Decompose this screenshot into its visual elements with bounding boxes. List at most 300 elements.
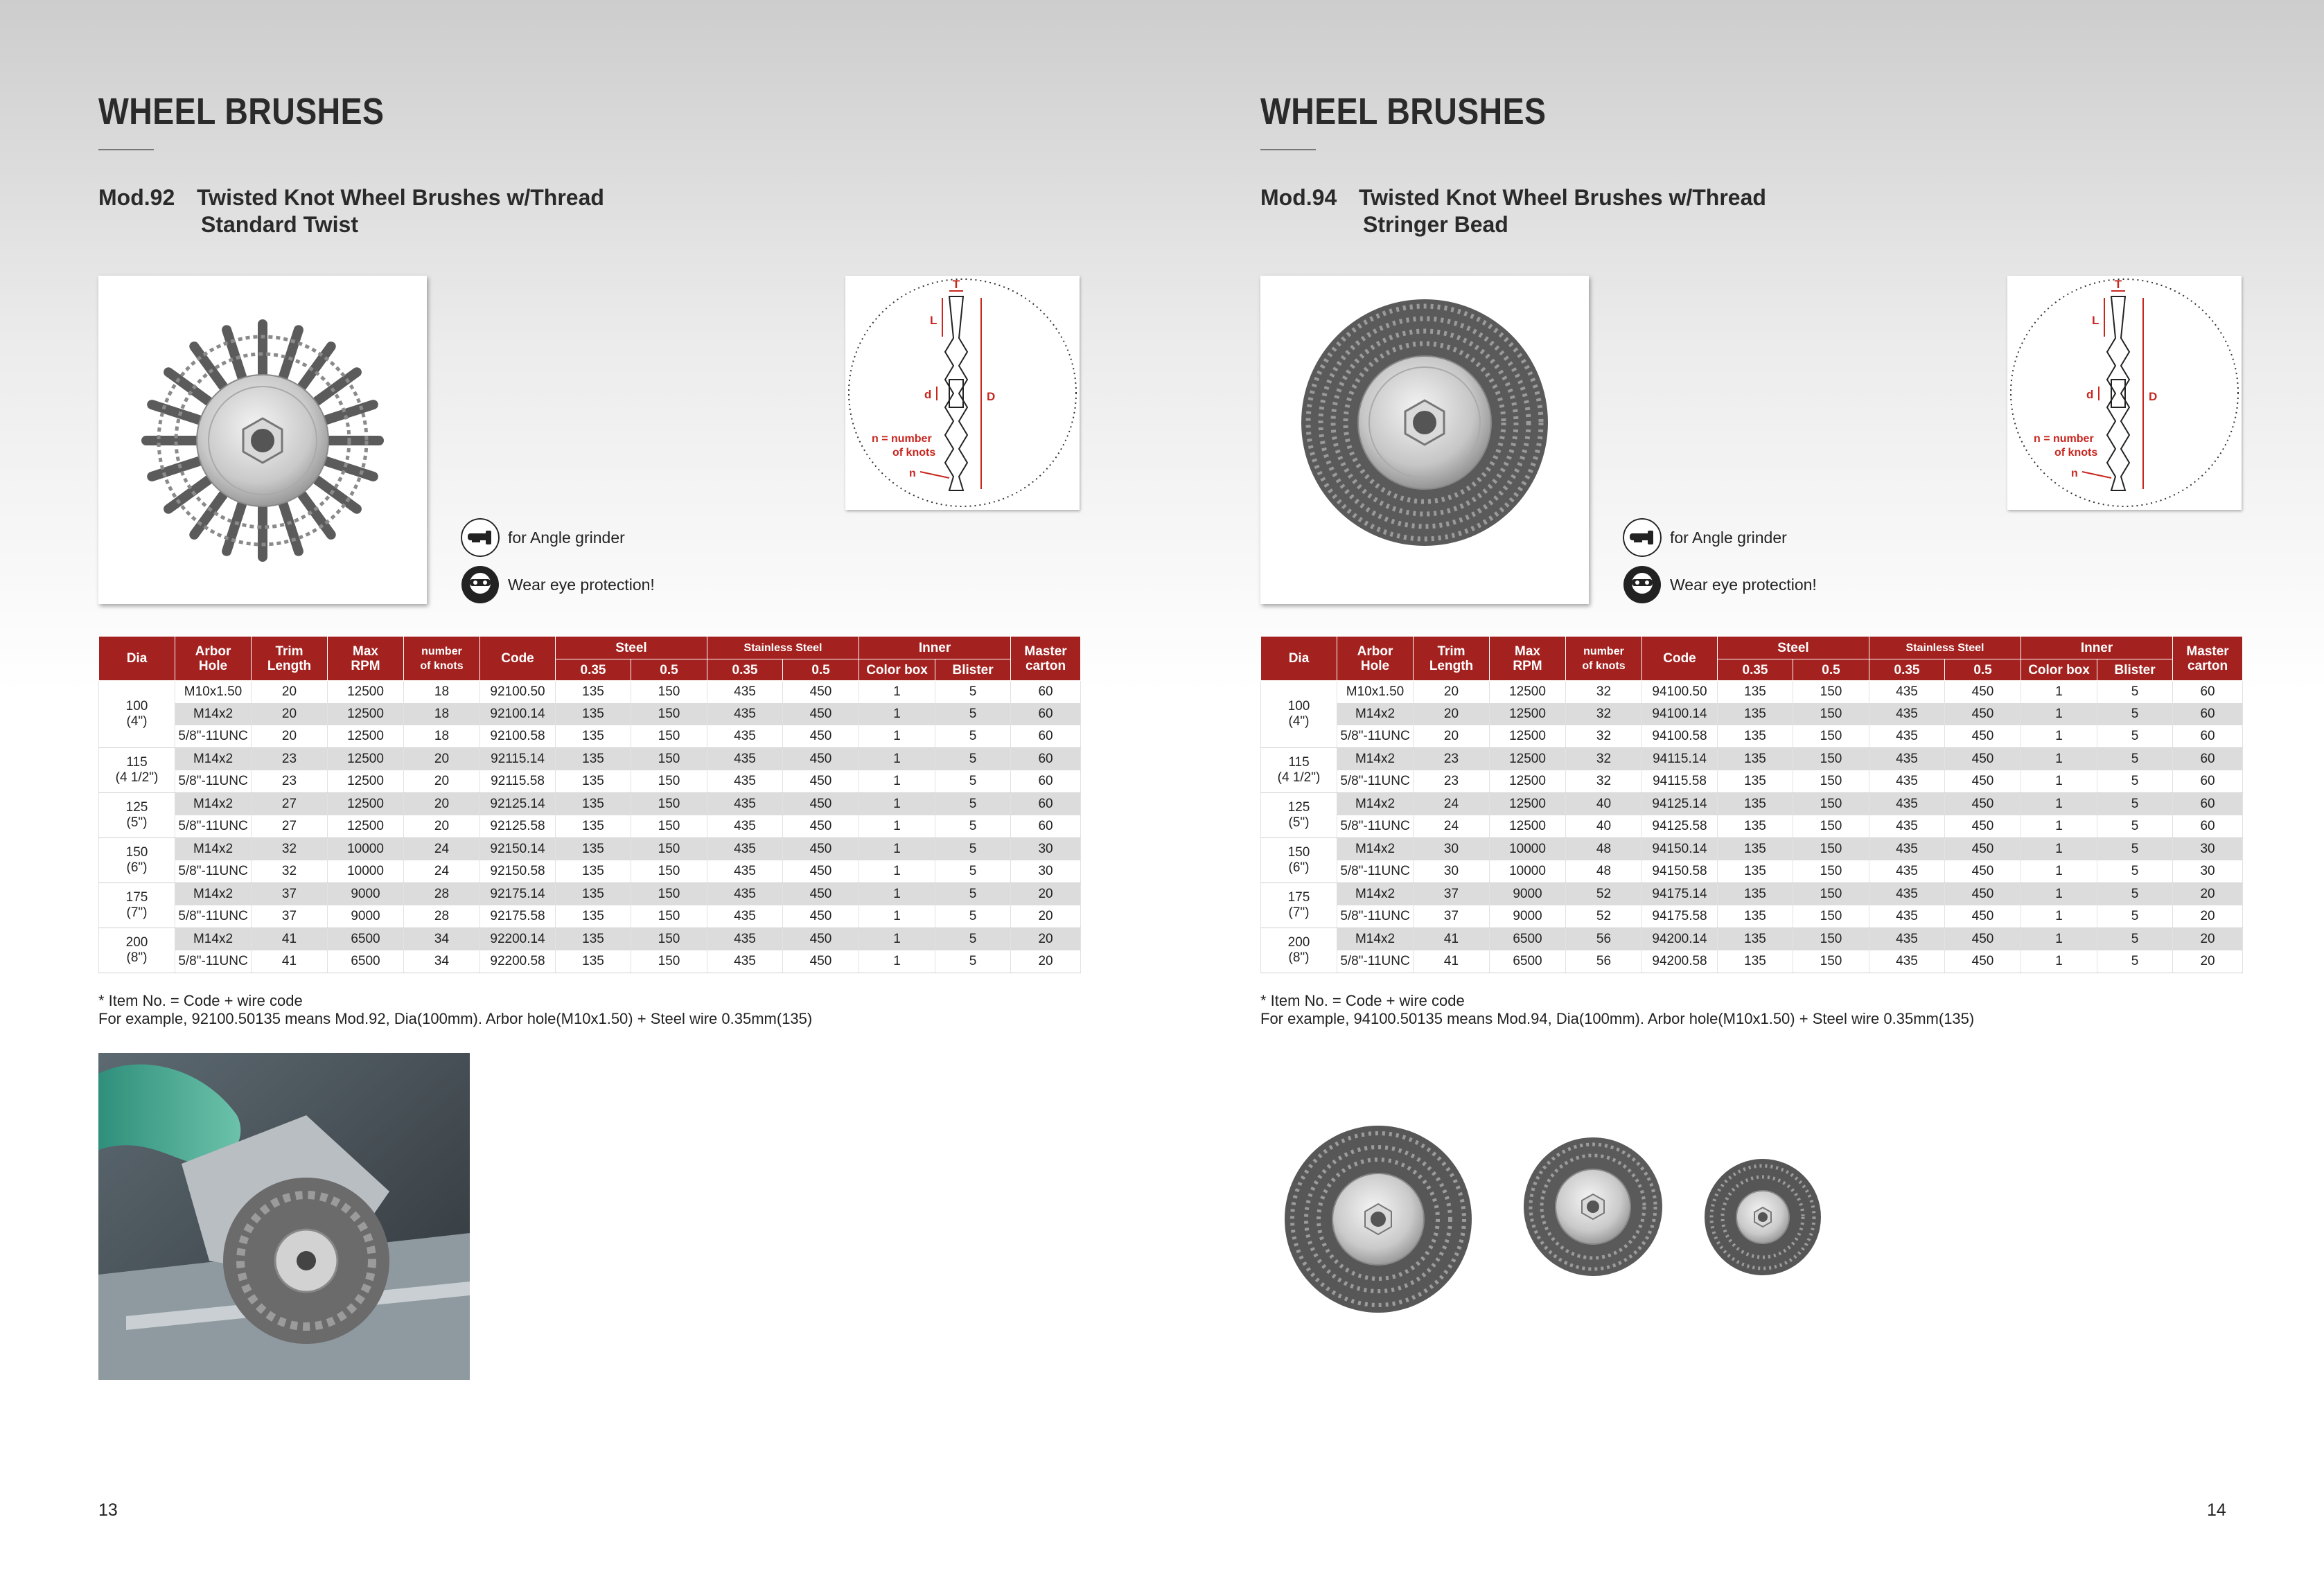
table-cell: 24: [1414, 815, 1490, 838]
model-subtitle: Stringer Bead: [1363, 212, 1508, 237]
table-cell: 60: [2173, 770, 2243, 793]
table-cell: 135: [556, 725, 631, 748]
table-cell: 450: [1945, 860, 2021, 883]
table-cell: 94125.58: [1642, 815, 1718, 838]
table-cell: 450: [1945, 681, 2021, 704]
table-cell: 450: [783, 838, 859, 861]
table-cell: 435: [707, 838, 783, 861]
dia-cell: 100 (4"): [99, 681, 175, 748]
stringer-bead-brush-image: [1260, 276, 1589, 604]
table-cell: 450: [1945, 770, 2021, 793]
col-steel-035: 0.35: [556, 659, 631, 681]
table-cell: 18: [404, 681, 480, 704]
table-cell: 5/8"-11UNC: [175, 950, 252, 973]
table-cell: 135: [556, 905, 631, 928]
table-cell: 5: [935, 883, 1011, 906]
table-cell: 435: [707, 770, 783, 793]
col-steel-05: 0.5: [1793, 659, 1869, 681]
table-row: [1261, 770, 2243, 793]
table-cell: 10000: [328, 838, 404, 861]
table-cell: 135: [1718, 725, 1793, 748]
table-row: [1261, 928, 2243, 951]
table-cell: 1: [859, 815, 935, 838]
table-cell: 150: [1793, 748, 1869, 771]
table-cell: 135: [556, 770, 631, 793]
model-subtitle: Standard Twist: [201, 212, 358, 237]
angle-grinder-icon: [1623, 518, 1662, 557]
table-cell: 24: [404, 838, 480, 861]
table-cell: 450: [1945, 725, 2021, 748]
table-cell: 150: [1793, 815, 1869, 838]
table-cell: 450: [1945, 950, 2021, 973]
brush-dimension-drawing: [845, 276, 1080, 510]
label-t: T: [952, 278, 960, 291]
table-cell: 12500: [328, 681, 404, 704]
table-cell: 18: [404, 725, 480, 748]
table-cell: 150: [1793, 928, 1869, 951]
safety-goggles-icon: [461, 565, 500, 604]
table-cell: 5: [935, 681, 1011, 704]
table-cell: 1: [2021, 928, 2097, 951]
table-cell: 92150.14: [480, 838, 556, 861]
table-cell: 1: [2021, 793, 2097, 816]
table-row: [1261, 905, 2243, 928]
brush-size-range-photo: [1260, 1053, 1855, 1380]
table-cell: 1: [859, 928, 935, 951]
dia-cell: 175 (7"): [1261, 883, 1337, 928]
col-stainless-05: 0.5: [1945, 659, 2021, 681]
table-row: [1261, 793, 2243, 816]
table-cell: 94100.50: [1642, 681, 1718, 704]
table-row: [99, 748, 1081, 771]
table-row: [1261, 950, 2243, 973]
table-cell: 1: [2021, 950, 2097, 973]
title-underline: [1260, 149, 1316, 150]
twisted-knot-brush-image: [98, 276, 427, 604]
table-cell: 150: [631, 883, 707, 906]
table-cell: 5/8"-11UNC: [1337, 905, 1414, 928]
table-cell: 135: [556, 883, 631, 906]
table-cell: 1: [2021, 905, 2097, 928]
table-cell: 150: [631, 905, 707, 928]
model-name: Twisted Knot Wheel Brushes w/Thread: [1359, 185, 1766, 210]
table-cell: 135: [556, 703, 631, 725]
table-cell: 60: [2173, 725, 2243, 748]
table-cell: 94100.58: [1642, 725, 1718, 748]
footnote-line-2: For example, 92100.50135 means Mod.92, Dia(100mm). Arbor hole(M10x1.50) + Steel wire 0.35mm(135): [98, 1010, 813, 1027]
table-cell: 5/8"-11UNC: [175, 770, 252, 793]
table-cell: 1: [859, 681, 935, 704]
table-cell: M14x2: [175, 838, 252, 861]
table-cell: 12500: [1490, 770, 1566, 793]
table-cell: 6500: [328, 928, 404, 951]
table-cell: 20: [252, 725, 328, 748]
dia-cell: 115 (4 1/2"): [99, 748, 175, 793]
col-trim-length: Trim Length: [1414, 637, 1490, 681]
table-cell: 24: [1414, 793, 1490, 816]
spec-table: [1260, 636, 2243, 973]
table-cell: 1: [859, 838, 935, 861]
table-cell: 92100.58: [480, 725, 556, 748]
table-cell: 150: [1793, 681, 1869, 704]
table-cell: 56: [1566, 950, 1642, 973]
table-cell: 450: [783, 725, 859, 748]
table-cell: 5: [935, 950, 1011, 973]
table-cell: M14x2: [1337, 748, 1414, 771]
table-cell: 1: [859, 860, 935, 883]
table-cell: 5: [2097, 838, 2173, 861]
table-cell: 92115.58: [480, 770, 556, 793]
table-cell: 435: [707, 905, 783, 928]
col-stainless: Stainless Steel: [1869, 637, 2021, 659]
col-master-carton: Master carton: [2173, 637, 2243, 681]
table-cell: 1: [859, 793, 935, 816]
table-row: [99, 860, 1081, 883]
table-cell: 20: [1011, 905, 1081, 928]
table-cell: 5: [2097, 725, 2173, 748]
table-cell: 5: [935, 748, 1011, 771]
table-cell: 12500: [328, 815, 404, 838]
table-cell: 135: [556, 748, 631, 771]
table-cell: 1: [859, 770, 935, 793]
table-cell: 20: [252, 703, 328, 725]
table-cell: 135: [1718, 815, 1793, 838]
table-cell: 435: [707, 748, 783, 771]
page-number: 13: [98, 1500, 118, 1520]
table-cell: 94175.58: [1642, 905, 1718, 928]
model-heading: [1260, 184, 1766, 238]
table-cell: 24: [404, 860, 480, 883]
table-cell: 150: [631, 725, 707, 748]
table-cell: 23: [252, 770, 328, 793]
table-cell: 9000: [328, 883, 404, 906]
table-cell: 450: [1945, 838, 2021, 861]
table-cell: 41: [252, 928, 328, 951]
table-cell: 5: [2097, 703, 2173, 725]
footnote-line-1: * Item No. = Code + wire code: [1260, 992, 1465, 1009]
brush-dimension-drawing: [2007, 276, 2242, 510]
three-brush-sizes-image: [1260, 1053, 1855, 1380]
table-cell: 27: [252, 815, 328, 838]
table-cell: 60: [1011, 770, 1081, 793]
col-blister: Blister: [935, 659, 1011, 681]
table-cell: M14x2: [175, 928, 252, 951]
table-cell: 1: [2021, 860, 2097, 883]
table-cell: 150: [1793, 860, 1869, 883]
table-cell: M14x2: [175, 793, 252, 816]
col-steel: Steel: [556, 637, 707, 659]
table-cell: 5: [2097, 748, 2173, 771]
table-row: [99, 950, 1081, 973]
table-cell: 435: [707, 883, 783, 906]
table-cell: 60: [1011, 725, 1081, 748]
table-cell: 12500: [1490, 703, 1566, 725]
table-row: [99, 883, 1081, 906]
table-cell: 450: [783, 770, 859, 793]
table-cell: 94175.14: [1642, 883, 1718, 906]
table-cell: 435: [1869, 793, 1945, 816]
angle-grinder-note: [1623, 518, 1787, 557]
table-cell: 1: [859, 905, 935, 928]
catalog-page-14: [1162, 0, 2324, 1587]
table-cell: 32: [1566, 681, 1642, 704]
table-row: [99, 838, 1081, 861]
table-cell: 435: [1869, 928, 1945, 951]
table-cell: 150: [1793, 703, 1869, 725]
table-cell: 60: [2173, 748, 2243, 771]
table-cell: 435: [707, 815, 783, 838]
table-cell: 135: [1718, 860, 1793, 883]
table-cell: 150: [631, 748, 707, 771]
table-cell: 37: [252, 905, 328, 928]
table-cell: 435: [1869, 860, 1945, 883]
table-row: [1261, 838, 2243, 861]
table-cell: 135: [556, 815, 631, 838]
table-cell: 5: [935, 838, 1011, 861]
table-cell: 450: [1945, 703, 2021, 725]
table-cell: M14x2: [1337, 793, 1414, 816]
table-cell: 150: [631, 703, 707, 725]
table-cell: 48: [1566, 838, 1642, 861]
table-cell: 435: [1869, 950, 1945, 973]
table-row: [99, 793, 1081, 816]
table-cell: 435: [1869, 905, 1945, 928]
table-cell: 150: [631, 815, 707, 838]
table-cell: 12500: [328, 748, 404, 771]
angle-grinder-note: [461, 518, 625, 557]
table-cell: 23: [1414, 770, 1490, 793]
table-cell: 20: [252, 681, 328, 704]
table-cell: 37: [252, 883, 328, 906]
table-cell: 5: [935, 703, 1011, 725]
table-cell: 5: [2097, 815, 2173, 838]
table-cell: 5/8"-11UNC: [175, 905, 252, 928]
title-underline: [98, 149, 154, 150]
label-knots-2: of knots: [2054, 447, 2098, 459]
table-cell: 435: [1869, 883, 1945, 906]
table-cell: 135: [1718, 770, 1793, 793]
table-cell: 5/8"-11UNC: [1337, 815, 1414, 838]
table-cell: M14x2: [1337, 703, 1414, 725]
table-cell: 12500: [328, 725, 404, 748]
table-cell: 5: [2097, 770, 2173, 793]
table-cell: 30: [2173, 838, 2243, 861]
table-cell: 435: [1869, 770, 1945, 793]
table-cell: 150: [1793, 905, 1869, 928]
label-knots-2: of knots: [892, 447, 936, 459]
table-row: [99, 681, 1081, 704]
table-cell: 20: [1414, 681, 1490, 704]
item-number-footnote: [1260, 992, 1974, 1028]
col-arbor-hole: Arbor Hole: [1337, 637, 1414, 681]
footnote-line-2: For example, 94100.50135 means Mod.94, Dia(100mm). Arbor hole(M10x1.50) + Steel wire 0.35mm(135): [1260, 1010, 1975, 1027]
table-cell: 450: [1945, 905, 2021, 928]
table-cell: 435: [707, 703, 783, 725]
table-cell: 135: [556, 793, 631, 816]
table-row: [1261, 703, 2243, 725]
table-cell: 135: [1718, 748, 1793, 771]
table-cell: 20: [404, 770, 480, 793]
dia-cell: 125 (5"): [1261, 793, 1337, 838]
table-cell: 20: [404, 793, 480, 816]
table-cell: M14x2: [175, 748, 252, 771]
table-cell: 60: [1011, 815, 1081, 838]
table-cell: 6500: [1490, 928, 1566, 951]
table-row: [1261, 725, 2243, 748]
table-row: [1261, 860, 2243, 883]
table-cell: 92125.58: [480, 815, 556, 838]
col-trim-length: Trim Length: [252, 637, 328, 681]
table-cell: M14x2: [175, 883, 252, 906]
table-cell: 450: [783, 815, 859, 838]
table-cell: 435: [707, 793, 783, 816]
label-d-inner: d: [924, 388, 932, 401]
table-cell: 450: [1945, 793, 2021, 816]
table-cell: 435: [1869, 748, 1945, 771]
table-cell: 150: [1793, 838, 1869, 861]
angle-grinder-text: for Angle grinder: [508, 528, 625, 547]
table-cell: 12500: [1490, 725, 1566, 748]
col-dia: Dia: [99, 637, 175, 681]
table-row: [99, 703, 1081, 725]
table-cell: 41: [1414, 928, 1490, 951]
table-cell: 40: [1566, 793, 1642, 816]
dia-cell: 100 (4"): [1261, 681, 1337, 748]
table-cell: 450: [1945, 883, 2021, 906]
table-cell: 1: [859, 703, 935, 725]
table-cell: 450: [783, 905, 859, 928]
table-cell: 450: [783, 860, 859, 883]
dia-cell: 150 (6"): [1261, 838, 1337, 883]
table-cell: 1: [2021, 883, 2097, 906]
table-cell: 94100.14: [1642, 703, 1718, 725]
table-cell: 92100.14: [480, 703, 556, 725]
table-cell: 12500: [328, 703, 404, 725]
table-cell: 135: [556, 950, 631, 973]
table-cell: 135: [1718, 681, 1793, 704]
table-cell: 135: [1718, 793, 1793, 816]
table-cell: 92150.58: [480, 860, 556, 883]
table-cell: 32: [1566, 725, 1642, 748]
table-cell: 150: [631, 860, 707, 883]
table-cell: 435: [1869, 703, 1945, 725]
table-cell: 60: [2173, 793, 2243, 816]
table-cell: 5: [935, 905, 1011, 928]
table-cell: M14x2: [1337, 928, 1414, 951]
col-steel: Steel: [1718, 637, 1869, 659]
label-l: L: [930, 314, 937, 327]
table-cell: 450: [783, 748, 859, 771]
table-cell: 94150.58: [1642, 860, 1718, 883]
table-cell: 435: [707, 681, 783, 704]
col-arbor-hole: Arbor Hole: [175, 637, 252, 681]
table-cell: 94200.14: [1642, 928, 1718, 951]
table-cell: 150: [1793, 883, 1869, 906]
table-cell: 12500: [1490, 815, 1566, 838]
table-row: [99, 905, 1081, 928]
table-cell: 34: [404, 950, 480, 973]
table-cell: 150: [1793, 950, 1869, 973]
spec-table: [98, 636, 1081, 973]
col-number-of-knots: number of knots: [404, 637, 480, 681]
table-cell: 6500: [1490, 950, 1566, 973]
col-color-box: Color box: [2021, 659, 2097, 681]
col-stainless-035: 0.35: [707, 659, 783, 681]
col-stainless-035: 0.35: [1869, 659, 1945, 681]
dia-cell: 150 (6"): [99, 838, 175, 883]
table-cell: 450: [783, 950, 859, 973]
table-cell: 10000: [328, 860, 404, 883]
col-code: Code: [480, 637, 556, 681]
grinder-in-use-image: [98, 1053, 470, 1380]
col-steel-05: 0.5: [631, 659, 707, 681]
table-cell: 1: [2021, 770, 2097, 793]
angle-grinder-text: for Angle grinder: [1670, 528, 1787, 547]
section-title: WHEEL BRUSHES: [1260, 91, 1547, 132]
angle-grinder-icon: [461, 518, 500, 557]
label-n: n: [2071, 468, 2078, 479]
dia-cell: 125 (5"): [99, 793, 175, 838]
col-max-rpm: Max RPM: [1490, 637, 1566, 681]
table-cell: 92115.14: [480, 748, 556, 771]
table-cell: 92100.50: [480, 681, 556, 704]
table-cell: 12500: [328, 793, 404, 816]
table-cell: 135: [556, 860, 631, 883]
table-cell: 92125.14: [480, 793, 556, 816]
table-cell: 1: [2021, 681, 2097, 704]
table-cell: 12500: [1490, 681, 1566, 704]
table-cell: 32: [252, 860, 328, 883]
col-code: Code: [1642, 637, 1718, 681]
col-dia: Dia: [1261, 637, 1337, 681]
table-cell: 5: [935, 928, 1011, 951]
table-cell: 435: [707, 928, 783, 951]
table-cell: M10x1.50: [1337, 681, 1414, 704]
table-cell: 20: [1414, 703, 1490, 725]
table-cell: 1: [859, 748, 935, 771]
table-cell: M14x2: [175, 703, 252, 725]
table-cell: 10000: [1490, 838, 1566, 861]
table-cell: 5: [935, 770, 1011, 793]
table-cell: 60: [2173, 681, 2243, 704]
table-cell: 60: [2173, 703, 2243, 725]
table-cell: 150: [631, 950, 707, 973]
table-cell: 10000: [1490, 860, 1566, 883]
table-cell: 52: [1566, 883, 1642, 906]
table-cell: 20: [404, 748, 480, 771]
col-max-rpm: Max RPM: [328, 637, 404, 681]
table-cell: 5: [2097, 928, 2173, 951]
table-cell: 1: [2021, 815, 2097, 838]
table-row: [99, 815, 1081, 838]
table-cell: 435: [707, 725, 783, 748]
table-cell: 5: [2097, 905, 2173, 928]
section-title: WHEEL BRUSHES: [98, 91, 385, 132]
table-cell: 435: [1869, 838, 1945, 861]
table-cell: 135: [1718, 703, 1793, 725]
col-stainless: Stainless Steel: [707, 637, 859, 659]
col-stainless-05: 0.5: [783, 659, 859, 681]
col-master-carton: Master carton: [1011, 637, 1081, 681]
table-cell: 20: [2173, 905, 2243, 928]
table-cell: 450: [783, 703, 859, 725]
table-cell: 20: [2173, 928, 2243, 951]
table-cell: 9000: [1490, 905, 1566, 928]
table-cell: 60: [1011, 703, 1081, 725]
footnote-line-1: * Item No. = Code + wire code: [98, 992, 303, 1009]
table-cell: 1: [2021, 725, 2097, 748]
table-cell: 5/8"-11UNC: [175, 815, 252, 838]
